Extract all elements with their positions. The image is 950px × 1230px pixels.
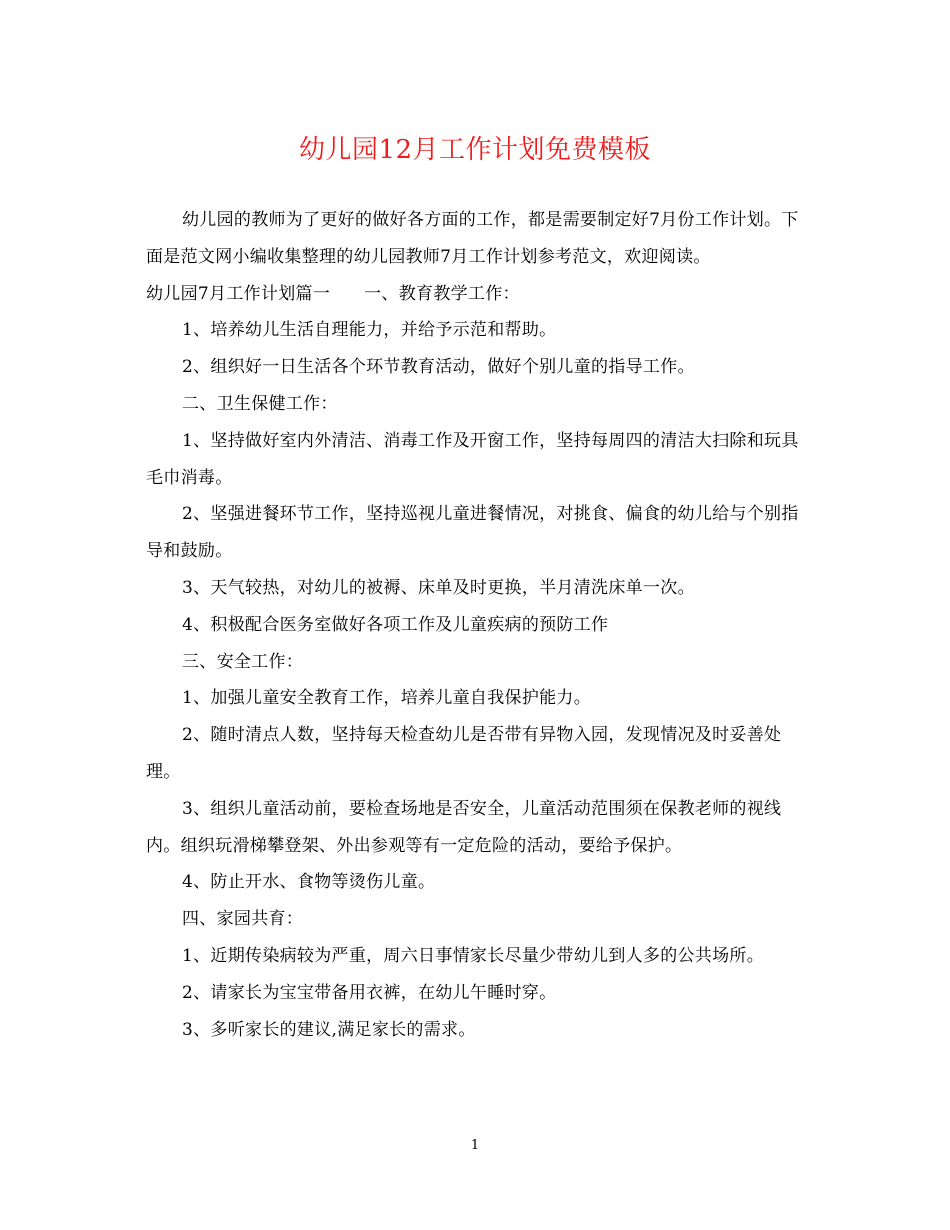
paragraph: 幼儿园的教师为了更好的做好各方面的工作，都是需要制定好7月份工作计划。下面是范文网小编收集整理的幼儿园教师7月工作计划参考范文，欢迎阅读。: [146, 210, 799, 267]
paragraph: 2、随时清点人数，坚持每天检查幼儿是否带有异物入园，发现情况及时妥善处理。: [146, 725, 782, 782]
paragraph: 3、组织儿童活动前，要检查场地是否安全，儿童活动范围须在保教老师的视线内。组织玩滑梯攀登架、外出参观等有一定危险的活动，要给予保护。: [146, 798, 782, 856]
plan-heading: 幼儿园7月工作计划篇一: [146, 283, 331, 304]
section-heading: 三、安全工作：: [182, 651, 304, 672]
paragraph: 1、加强儿童安全教育工作，培养儿童自我保护能力。: [182, 688, 592, 709]
paragraph: 1、近期传染病较为严重，周六日事情家长尽量少带幼儿到人多的公共场所。: [182, 945, 765, 966]
section-heading: 一、教育教学工作：: [364, 283, 520, 304]
paragraph: 2、组织好一日生活各个环节教育活动，做好个别儿童的指导工作。: [182, 357, 695, 378]
paragraph: 4、防止开水、食物等烫伤儿童。: [182, 872, 436, 893]
section-heading: 二、卫生保健工作：: [182, 393, 338, 414]
paragraph: 3、多听家长的建议,满足家长的需求。: [182, 1019, 476, 1040]
section-heading-paragraph: [146, 276, 806, 313]
paragraph: 4、积极配合医务室做好各项工作及儿童疾病的预防工作: [182, 614, 609, 635]
page-number: 1: [470, 1138, 480, 1153]
section-heading: 四、家园共育：: [182, 909, 304, 930]
paragraph: 2、请家长为宝宝带备用衣裤，在幼儿午睡时穿。: [182, 982, 557, 1003]
document-body: [146, 202, 806, 1048]
paragraph: 1、培养幼儿生活自理能力，并给予示范和帮助。: [182, 320, 557, 341]
paragraph: 2、坚强进餐环节工作，坚持巡视儿童进餐情况，对挑食、偏食的幼儿给与个别指导和鼓励。: [146, 504, 799, 562]
page-title: 幼儿园12月工作计划免费模板: [298, 135, 652, 165]
paragraph: 3、天气较热，对幼儿的被褥、床单及时更换，半月清洗床单一次。: [182, 577, 695, 598]
paragraph: 1、坚持做好室内外清洁、消毒工作及开窗工作，坚持每周四的清洁大扫除和玩具毛巾消毒。: [146, 430, 799, 488]
